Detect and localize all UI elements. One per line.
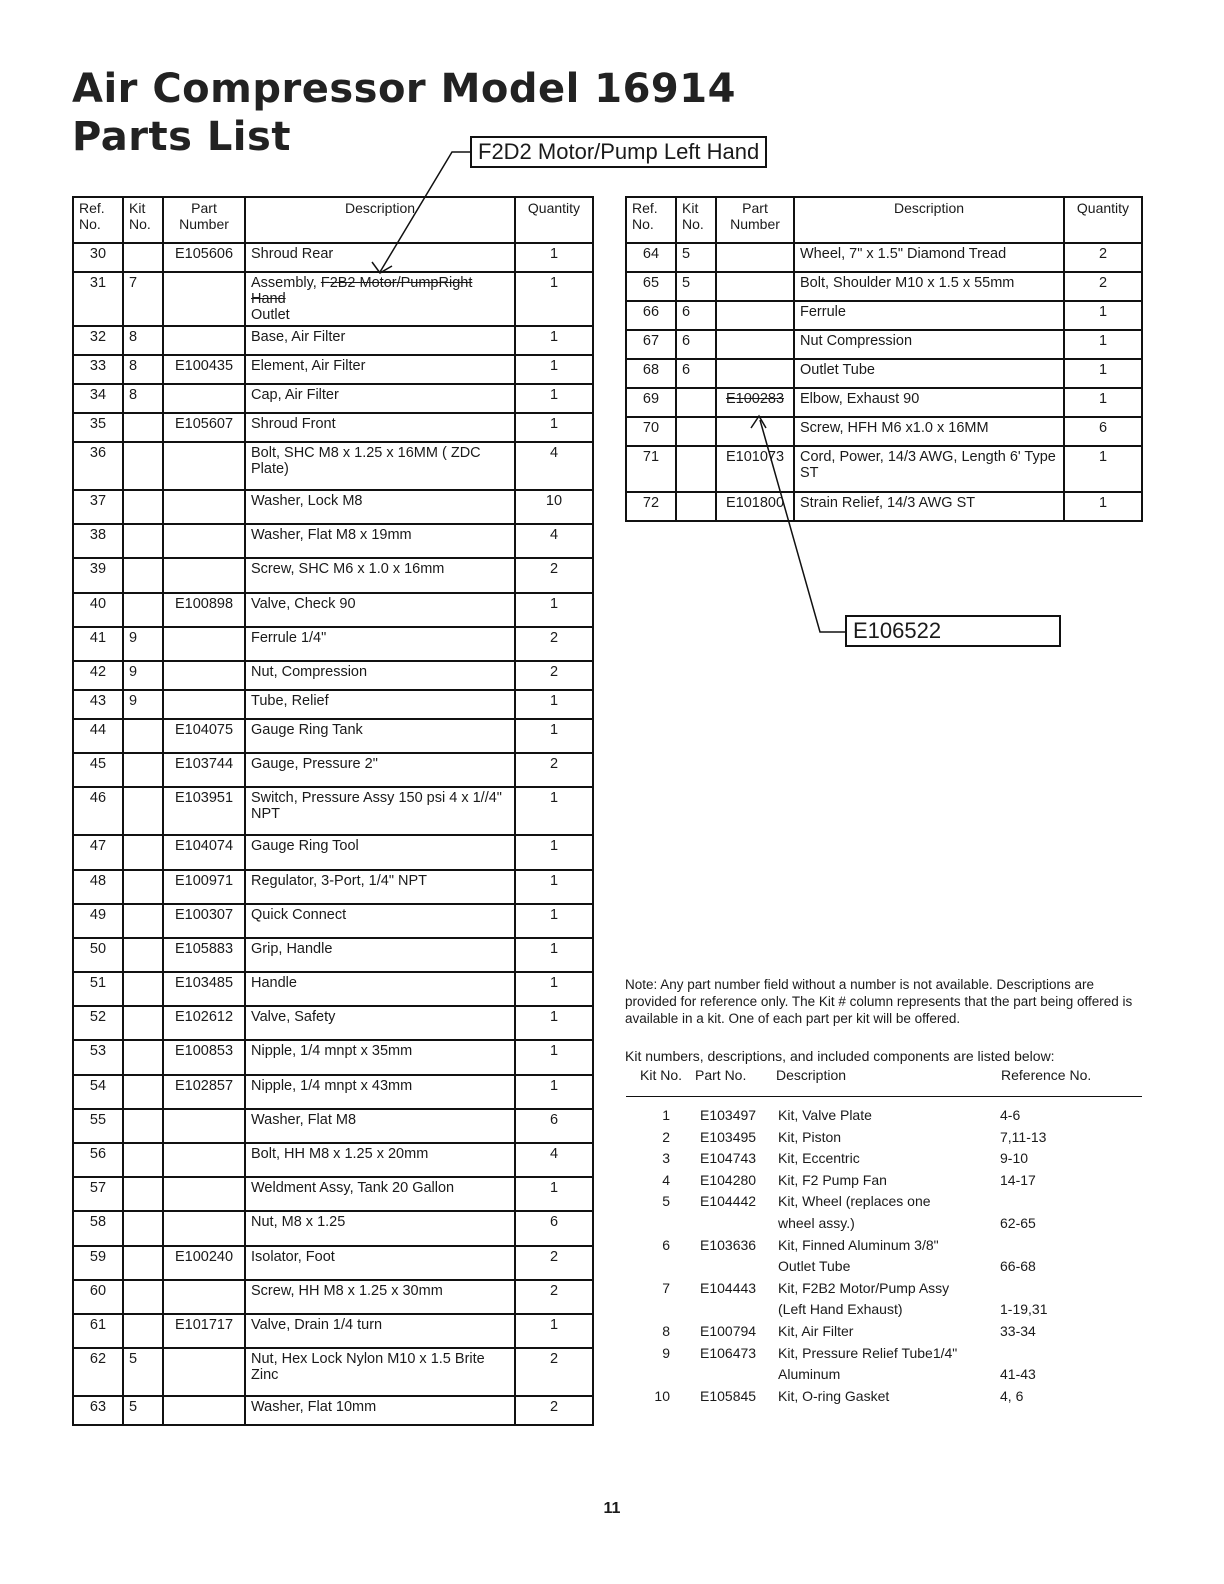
cell-ref: 54 (73, 1075, 123, 1109)
cell-ref: 31 (73, 272, 123, 326)
kit-reference: 9-10 (1000, 1150, 1029, 1167)
cell-quantity: 2 (1064, 243, 1142, 272)
cell-kit: 6 (676, 301, 716, 330)
kit-part-number: E104443 (700, 1279, 757, 1296)
cell-part-number: E100435 (163, 355, 245, 384)
cell-kit: 8 (123, 384, 163, 413)
cell-quantity: 2 (515, 627, 593, 661)
cell-ref: 65 (626, 272, 676, 301)
kit-list-spacer (626, 1097, 1142, 1105)
cell-description: Ferrule 1/4" (245, 627, 515, 661)
kit-reference: 41-43 (1000, 1366, 1036, 1383)
kit-number: 5 (662, 1193, 670, 1210)
cell-description: Nut, M8 x 1.25 (245, 1211, 515, 1245)
cell-ref: 33 (73, 355, 123, 384)
kit-part-number: E104280 (700, 1171, 757, 1188)
cell-description: Bolt, HH M8 x 1.25 x 20mm (245, 1143, 515, 1177)
kit-number: 8 (662, 1322, 670, 1339)
cell-part-number: E101073 (716, 446, 794, 492)
list-item (626, 1213, 1142, 1235)
cell-ref: 55 (73, 1109, 123, 1143)
kit-description: Kit, Valve Plate (778, 1107, 872, 1123)
cell-quantity: 2 (515, 1348, 593, 1396)
leader-line-part (760, 420, 845, 632)
kit-part-number (700, 1213, 758, 1235)
col-header-quantity: Quantity (515, 197, 593, 243)
kit-reference (1000, 1343, 1120, 1365)
kit-number: 3 (662, 1150, 670, 1167)
kit-description: Outlet Tube (778, 1258, 851, 1275)
cell-ref: 50 (73, 938, 123, 972)
kit-col-ref: Reference No. (1001, 1067, 1092, 1083)
kit-description: Kit, Eccentric (778, 1150, 860, 1167)
col-header-description: Description (245, 197, 515, 243)
col-header-ref: Ref. No. (626, 197, 676, 243)
cell-description: Valve, Check 90 (245, 593, 515, 627)
cell-description: Isolator, Foot (245, 1246, 515, 1280)
cell-quantity: 2 (515, 1280, 593, 1314)
col-header-kit: Kit No. (676, 197, 716, 243)
kit-reference: 4, 6 (1000, 1387, 1024, 1404)
cell-description: Screw, SHC M6 x 1.0 x 16mm (245, 558, 515, 592)
cell-part-number: E101717 (163, 1314, 245, 1348)
kit-part-number (700, 1364, 758, 1386)
cell-quantity: 1 (1064, 492, 1142, 521)
cell-ref: 67 (626, 330, 676, 359)
cell-quantity: 1 (515, 326, 593, 355)
cell-quantity: 6 (515, 1211, 593, 1245)
cell-ref: 52 (73, 1006, 123, 1040)
cell-description: Switch, Pressure Assy 150 psi 4 x 1//4" NPT (245, 787, 515, 835)
col-header-description: Description (794, 197, 1064, 243)
cell-part-number: E103485 (163, 972, 245, 1006)
cell-quantity: 4 (515, 442, 593, 490)
cell-quantity: 1 (515, 355, 593, 384)
desc-prefix: Assembly, (251, 275, 321, 291)
callout-motor-pump: F2D2 Motor/Pump Left Hand (470, 136, 767, 168)
cell-kit: 5 (123, 1396, 163, 1425)
list-item (626, 1170, 1142, 1192)
kit-description: Kit, Wheel (replaces one (778, 1193, 931, 1210)
cell-quantity: 1 (1064, 330, 1142, 359)
kit-column-headers (625, 1065, 1145, 1085)
cell-quantity: 4 (515, 524, 593, 558)
kit-description: Kit, O-ring Gasket (778, 1387, 890, 1404)
cell-part-number: E100307 (163, 904, 245, 938)
cell-quantity: 1 (515, 1040, 593, 1074)
cell-ref: 35 (73, 413, 123, 442)
cell-quantity: 1 (1064, 388, 1142, 417)
cell-ref: 34 (73, 384, 123, 413)
cell-description: Screw, HH M8 x 1.25 x 30mm (245, 1280, 515, 1314)
kit-part-number: E100794 (700, 1322, 757, 1339)
cell-description: Valve, Safety (245, 1006, 515, 1040)
cell-ref: 47 (73, 835, 123, 869)
cell-description: Weldment Assy, Tank 20 Gallon (245, 1177, 515, 1211)
cell-ref: 60 (73, 1280, 123, 1314)
cell-quantity: 2 (515, 1396, 593, 1425)
cell-description: Element, Air Filter (245, 355, 515, 384)
cell-ref: 57 (73, 1177, 123, 1211)
cell-kit: 5 (676, 243, 716, 272)
cell-quantity: 1 (515, 1006, 593, 1040)
kit-part-number: E103495 (700, 1128, 757, 1145)
kit-reference (1000, 1191, 1120, 1213)
kit-reference (1000, 1278, 1120, 1300)
cell-quantity: 1 (1064, 359, 1142, 388)
cell-ref: 45 (73, 753, 123, 787)
cell-description: Nipple, 1/4 mnpt x 35mm (245, 1040, 515, 1074)
kit-description: Kit, Finned Aluminum 3/8" (778, 1236, 939, 1253)
kit-part-number: E106473 (700, 1344, 757, 1361)
col-header-part: Part Number (716, 197, 794, 243)
col-header-part: Part Number (163, 197, 245, 243)
cell-description: Washer, Flat M8 x 19mm (245, 524, 515, 558)
cell-description: Tube, Relief (245, 690, 515, 719)
kit-description: (Left Hand Exhaust) (778, 1301, 903, 1318)
kit-part-number (700, 1256, 758, 1278)
cell-part-number: E102612 (163, 1006, 245, 1040)
cell-ref: 64 (626, 243, 676, 272)
cell-description: Nut, Compression (245, 661, 515, 690)
kit-description: Kit, F2 Pump Fan (778, 1171, 887, 1188)
cell-ref: 61 (73, 1314, 123, 1348)
list-item (626, 1278, 1142, 1300)
cell-description: Wheel, 7" x 1.5" Diamond Tread (794, 243, 1064, 272)
cell-part-number: E100853 (163, 1040, 245, 1074)
cell-kit: 7 (123, 272, 163, 326)
cell-quantity: 1 (515, 904, 593, 938)
cell-ref: 41 (73, 627, 123, 661)
cell-ref: 59 (73, 1246, 123, 1280)
cell-description: Grip, Handle (245, 938, 515, 972)
cell-description: Regulator, 3-Port, 1/4" NPT (245, 870, 515, 904)
cell-description: Washer, Flat 10mm (245, 1396, 515, 1425)
cell-part-number: E100971 (163, 870, 245, 904)
cell-part-number: E101800 (716, 492, 794, 521)
cell-quantity: 1 (515, 835, 593, 869)
cell-ref: 63 (73, 1396, 123, 1425)
kit-reference: 4-6 (1000, 1107, 1021, 1123)
cell-description: Gauge, Pressure 2" (245, 753, 515, 787)
cell-description: Quick Connect (245, 904, 515, 938)
col-header-quantity: Quantity (1064, 197, 1142, 243)
cell-description: Handle (245, 972, 515, 1006)
cell-ref: 71 (626, 446, 676, 492)
cell-part-number: E104075 (163, 719, 245, 753)
kit-reference: 66-68 (1000, 1258, 1036, 1275)
cell-ref: 37 (73, 490, 123, 524)
kit-part-number: E105845 (700, 1387, 757, 1404)
cell-quantity: 6 (515, 1109, 593, 1143)
kit-reference: 62-65 (1000, 1214, 1036, 1231)
kit-number (626, 1213, 670, 1235)
kit-reference: 1-19,31 (1000, 1301, 1048, 1318)
cell-ref: 44 (73, 719, 123, 753)
cell-description: Cap, Air Filter (245, 384, 515, 413)
kit-number: 9 (662, 1344, 670, 1361)
cell-quantity: 1 (1064, 446, 1142, 492)
kit-number: 10 (654, 1387, 670, 1404)
cell-part-number: E102857 (163, 1075, 245, 1109)
list-item (626, 1321, 1142, 1343)
cell-quantity: 1 (515, 787, 593, 835)
cell-description: Nut Compression (794, 330, 1064, 359)
kit-number: 7 (662, 1279, 670, 1296)
cell-part-number: E103951 (163, 787, 245, 835)
leader-line-motor (380, 152, 470, 272)
kit-number: 6 (662, 1236, 670, 1253)
cell-quantity: 1 (515, 1177, 593, 1211)
cell-description: Cord, Power, 14/3 AWG, Length 6' Type ST (794, 446, 1064, 492)
kit-number: 4 (662, 1171, 670, 1188)
cell-quantity: 2 (515, 1246, 593, 1280)
cell-ref: 38 (73, 524, 123, 558)
cell-quantity: 1 (515, 384, 593, 413)
kit-number: 2 (662, 1128, 670, 1145)
cell-quantity: 1 (515, 272, 593, 326)
note-paragraph: Note: Any part number field without a number is not available. Descriptions are provided for reference only. The Kit # column represents that the part being offered is available in a kit. One of each part per kit will be offered. (625, 977, 1133, 1026)
kit-part-number: E104743 (700, 1150, 757, 1167)
cell-quantity: 4 (515, 1143, 593, 1177)
cell-ref: 42 (73, 661, 123, 690)
cell-description: Outlet Tube (794, 359, 1064, 388)
cell-ref: 51 (73, 972, 123, 1006)
cell-ref: 39 (73, 558, 123, 592)
cell-description: Strain Relief, 14/3 AWG ST (794, 492, 1064, 521)
page-title: Air Compressor Model 16914 (72, 66, 736, 112)
cell-ref: 56 (73, 1143, 123, 1177)
cell-quantity: 1 (515, 870, 593, 904)
kit-part-number (700, 1299, 758, 1321)
kit-description: wheel assy.) (778, 1214, 855, 1231)
cell-quantity: 1 (515, 1314, 593, 1348)
cell-kit: 8 (123, 355, 163, 384)
list-item (626, 1127, 1142, 1149)
cell-description: Bolt, Shoulder M10 x 1.5 x 55mm (794, 272, 1064, 301)
cell-description: Shroud Front (245, 413, 515, 442)
cell-kit: 6 (676, 359, 716, 388)
cell-part-number: E105606 (163, 243, 245, 272)
kit-description: Kit, Air Filter (778, 1322, 854, 1339)
cell-part-number: E103744 (163, 753, 245, 787)
cell-description: Washer, Flat M8 (245, 1109, 515, 1143)
kit-number (626, 1299, 670, 1321)
cell-kit: 5 (676, 272, 716, 301)
cell-ref: 58 (73, 1211, 123, 1245)
callout-part-number: E106522 (845, 615, 1061, 647)
kit-number (626, 1364, 670, 1386)
cell-quantity: 1 (515, 243, 593, 272)
cell-ref: 49 (73, 904, 123, 938)
kit-description: Aluminum (778, 1366, 841, 1383)
list-item (626, 1256, 1142, 1278)
cell-quantity: 2 (1064, 272, 1142, 301)
cell-description: Elbow, Exhaust 90 (794, 388, 1064, 417)
cell-ref: 62 (73, 1348, 123, 1396)
page-number: 11 (603, 1500, 621, 1517)
list-item (626, 1148, 1142, 1170)
col-header-ref: Ref. No. (73, 197, 123, 243)
kit-reference (1000, 1235, 1120, 1257)
cell-quantity: 2 (515, 558, 593, 592)
cell-ref: 40 (73, 593, 123, 627)
cell-quantity: 1 (515, 413, 593, 442)
cell-description: Nipple, 1/4 mnpt x 43mm (245, 1075, 515, 1109)
kit-number (626, 1256, 670, 1278)
kit-reference: 14-17 (1000, 1171, 1036, 1188)
kit-description: Kit, Piston (778, 1128, 842, 1145)
cell-quantity: 2 (515, 753, 593, 787)
cell-kit: 9 (123, 690, 163, 719)
cell-ref: 30 (73, 243, 123, 272)
cell-part-number: E105883 (163, 938, 245, 972)
cell-ref: 66 (626, 301, 676, 330)
cell-description: Nut, Hex Lock Nylon M10 x 1.5 Brite Zinc (245, 1348, 515, 1396)
cell-quantity: 1 (515, 690, 593, 719)
cell-ref: 70 (626, 417, 676, 446)
list-item (626, 1191, 1142, 1213)
cell-description: Base, Air Filter (245, 326, 515, 355)
list-item (626, 1299, 1142, 1321)
cell-ref: 48 (73, 870, 123, 904)
kit-intro: Kit numbers, descriptions, and included components are listed below: (625, 1048, 1055, 1064)
cell-part-number: E104074 (163, 835, 245, 869)
cell-kit: 5 (123, 1348, 163, 1396)
cell-description: Gauge Ring Tank (245, 719, 515, 753)
cell-ref: 46 (73, 787, 123, 835)
cell-quantity: 1 (515, 719, 593, 753)
kit-col-part: Part No. (695, 1067, 747, 1083)
kit-part-number: E103636 (700, 1236, 757, 1253)
cell-ref: 43 (73, 690, 123, 719)
cell-ref: 68 (626, 359, 676, 388)
cell-ref: 32 (73, 326, 123, 355)
cell-quantity: 1 (515, 1075, 593, 1109)
cell-description: Gauge Ring Tool (245, 835, 515, 869)
kit-col-kit: Kit No. (640, 1067, 683, 1083)
cell-quantity: 1 (515, 972, 593, 1006)
cell-ref: 36 (73, 442, 123, 490)
kit-col-desc: Description (776, 1067, 847, 1083)
cell-kit: 8 (123, 326, 163, 355)
cell-kit: 9 (123, 661, 163, 690)
cell-quantity: 10 (515, 490, 593, 524)
struck-description: F2B2 Motor/PumpRight Hand (251, 275, 473, 307)
list-item (626, 1235, 1142, 1257)
cell-description: Valve, Drain 1/4 turn (245, 1314, 515, 1348)
arrow-head-part (751, 416, 766, 428)
list-item (626, 1364, 1142, 1386)
cell-description: Screw, HFH M6 x1.0 x 16MM (794, 417, 1064, 446)
kit-part-number: E104442 (700, 1193, 757, 1210)
kit-number: 1 (662, 1107, 670, 1123)
cell-part-number: E100240 (163, 1246, 245, 1280)
cell-quantity: 6 (1064, 417, 1142, 446)
kit-part-number: E103497 (700, 1107, 757, 1123)
col-header-kit: Kit No. (123, 197, 163, 243)
cell-description: Shroud Rear (245, 243, 515, 272)
cell-quantity: 1 (515, 593, 593, 627)
kit-reference: 33-34 (1000, 1322, 1036, 1339)
cell-quantity: 1 (1064, 301, 1142, 330)
struck-part-number: E100283 (725, 391, 785, 407)
list-item (626, 1343, 1142, 1365)
kit-reference: 7,11-13 (1000, 1128, 1047, 1145)
kit-description: Kit, Pressure Relief Tube1/4" (778, 1344, 958, 1361)
cell-ref: 53 (73, 1040, 123, 1074)
cell-part-number: E100898 (163, 593, 245, 627)
cell-kit: 9 (123, 627, 163, 661)
cell-description: Washer, Lock M8 (245, 490, 515, 524)
cell-kit: 6 (676, 330, 716, 359)
list-item (626, 1105, 1142, 1127)
kit-description: Kit, F2B2 Motor/Pump Assy (778, 1279, 950, 1296)
cell-description: Ferrule (794, 301, 1064, 330)
cell-quantity: 2 (515, 661, 593, 690)
cell-ref: 69 (626, 388, 676, 417)
kit-list (626, 1096, 1142, 1407)
cell-part-number: E105607 (163, 413, 245, 442)
desc-line2: Outlet (251, 307, 290, 323)
kit-list-header (625, 1048, 1145, 1085)
cell-description: Bolt, SHC M8 x 1.25 x 16MM ( ZDC Plate) (245, 442, 515, 490)
cell-quantity: 1 (515, 938, 593, 972)
list-item (626, 1386, 1142, 1408)
cell-ref: 72 (626, 492, 676, 521)
page-subtitle: Parts List (72, 114, 291, 160)
